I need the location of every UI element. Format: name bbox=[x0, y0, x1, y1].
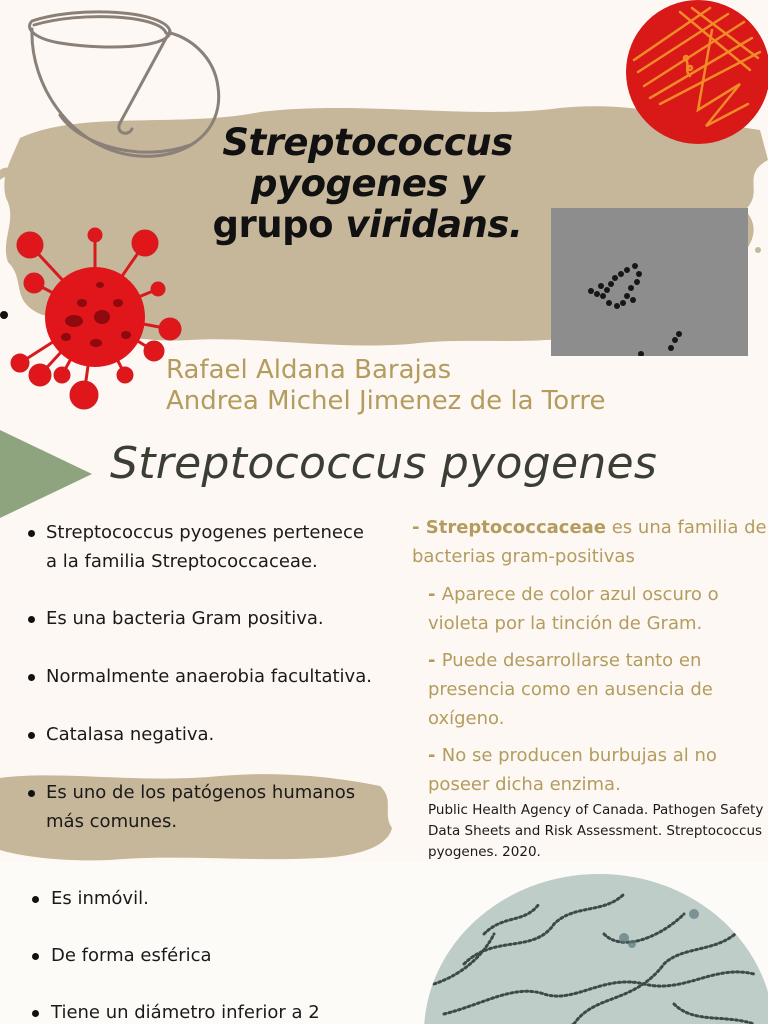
author-2: Andrea Michel Jimenez de la Torre bbox=[166, 386, 606, 416]
microscope-photo-chain bbox=[551, 208, 748, 356]
citation: Public Health Agency of Canada. Pathogen Safety Data Sheets and Risk Assessment. Streptococcus pyogenes. 2020. bbox=[428, 802, 764, 860]
note-item bbox=[410, 580, 768, 638]
cover-section bbox=[0, 0, 768, 430]
list-item: Normalmente anaerobia facultativa. bbox=[28, 662, 373, 691]
list-item: Streptococcus pyogenes pertenece a la familia Streptococcaceae. bbox=[28, 518, 373, 576]
triangle-marker bbox=[0, 430, 92, 518]
note-dash: - bbox=[428, 745, 442, 766]
cover-title bbox=[170, 122, 565, 245]
continued-section bbox=[0, 862, 768, 1024]
note-dash: - bbox=[428, 650, 442, 671]
note-dash: - bbox=[428, 584, 442, 605]
agar-plate-culture-icon bbox=[620, 0, 768, 145]
note-item bbox=[410, 646, 768, 733]
title-line-3-italic: viridans. bbox=[345, 203, 523, 246]
title-line-2: pyogenes y bbox=[250, 162, 485, 205]
note-text: No se producen burbujas al no poseer dicha enzima. bbox=[428, 745, 717, 795]
note-item bbox=[410, 741, 768, 799]
microscope-photo-circle bbox=[424, 874, 768, 1024]
title-line-3-plain: grupo bbox=[212, 203, 346, 246]
note-dash: - bbox=[412, 517, 426, 538]
list-item: Es una bacteria Gram positiva. bbox=[28, 604, 373, 633]
title-line-3 bbox=[170, 204, 565, 245]
list-item: Catalasa negativa. bbox=[28, 720, 373, 749]
notes-column bbox=[410, 513, 768, 807]
note-item bbox=[410, 513, 768, 571]
bullet-list bbox=[28, 518, 373, 862]
title-line-1: Streptococcus bbox=[222, 121, 513, 164]
note-text: es una familia de bacterias gram-positivas bbox=[412, 517, 767, 567]
section-title: Streptococcus pyogenes bbox=[110, 438, 658, 489]
note-text: Aparece de color azul oscuro o violeta por la tinción de Gram. bbox=[428, 584, 719, 634]
note-bold: Streptococcaceae bbox=[425, 517, 607, 538]
virus-icon bbox=[0, 225, 185, 415]
author-1: Rafael Aldana Barajas bbox=[166, 355, 452, 385]
note-text: Puede desarrollarse tanto en presencia como en ausencia de oxígeno. bbox=[428, 650, 713, 729]
list-item: Es inmóvil. bbox=[32, 884, 372, 913]
list-item: De forma esférica bbox=[32, 941, 372, 970]
list-item: Tiene un diámetro inferior a 2 bbox=[32, 998, 372, 1024]
authors bbox=[166, 355, 606, 417]
pyogenes-section bbox=[0, 430, 768, 862]
list-item: Es uno de los patógenos humanos más comunes. bbox=[28, 778, 373, 836]
bullet-list-continued bbox=[32, 884, 372, 1024]
